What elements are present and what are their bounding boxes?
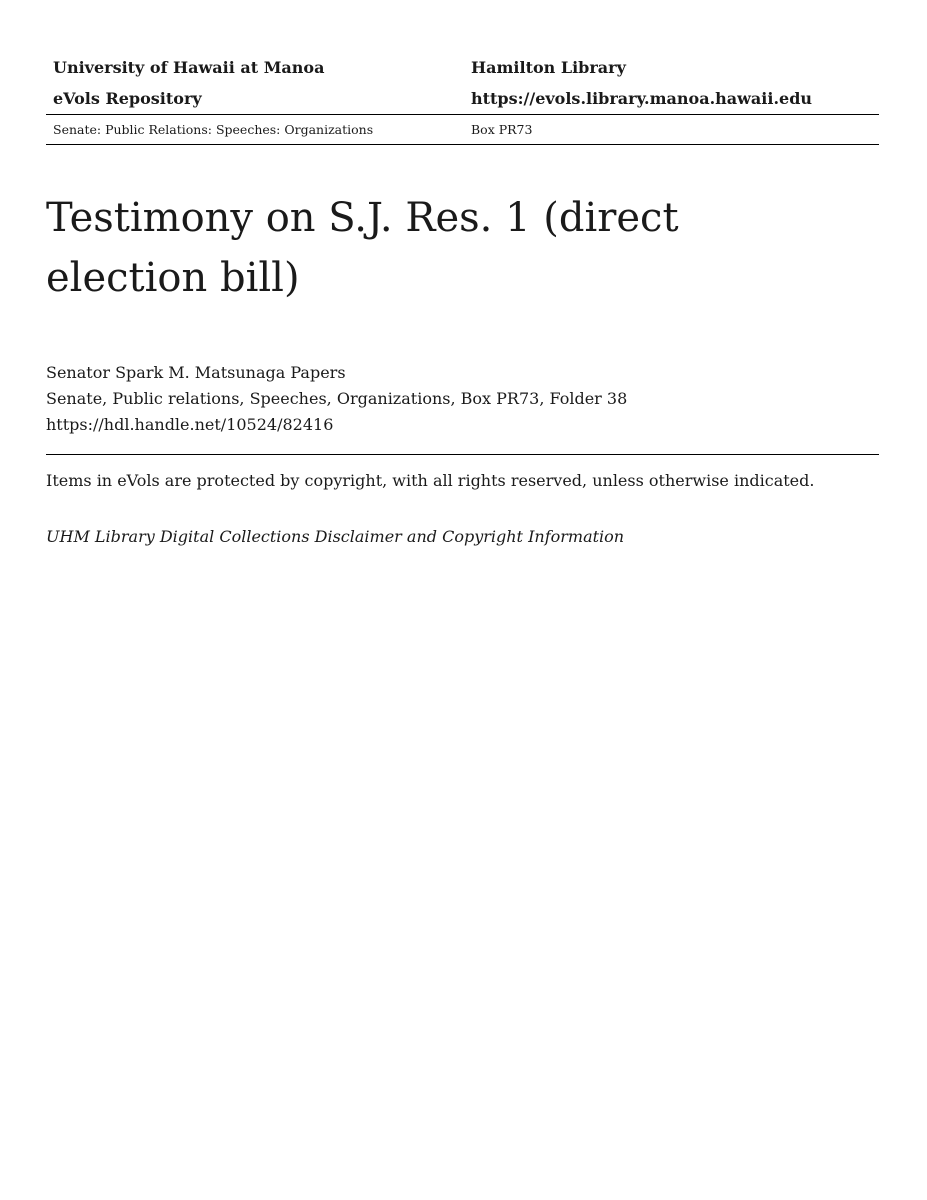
box-label: Box PR73 <box>471 122 533 137</box>
header-row-1 <box>46 52 879 83</box>
document-meta <box>46 360 627 438</box>
institution-name: University of Hawaii at Manoa <box>53 58 325 77</box>
header-divider-bottom <box>46 144 879 145</box>
repository-name: eVols Repository <box>53 89 202 108</box>
header-row-2 <box>46 83 879 114</box>
header-block <box>46 52 879 145</box>
collection-name: Senator Spark M. Matsunaga Papers <box>46 363 346 382</box>
repository-url[interactable]: https://evols.library.manoa.hawaii.edu <box>471 89 813 108</box>
folder-location: Senate, Public relations, Speeches, Organizations, Box PR73, Folder 38 <box>46 389 628 408</box>
copyright-notice: Items in eVols are protected by copyright, with all rights reserved, unless otherwise indicated. <box>46 471 815 490</box>
section-divider <box>46 454 879 455</box>
handle-link[interactable]: https://hdl.handle.net/10524/82416 <box>46 415 334 434</box>
document-title: Testimony on S.J. Res. 1 (direct election bill) <box>46 195 679 301</box>
header-row-3 <box>46 115 879 144</box>
library-name: Hamilton Library <box>471 58 626 77</box>
disclaimer-link[interactable]: UHM Library Digital Collections Disclaimer and Copyright Information <box>46 527 625 546</box>
collection-path: Senate: Public Relations: Speeches: Organizations <box>53 122 374 137</box>
